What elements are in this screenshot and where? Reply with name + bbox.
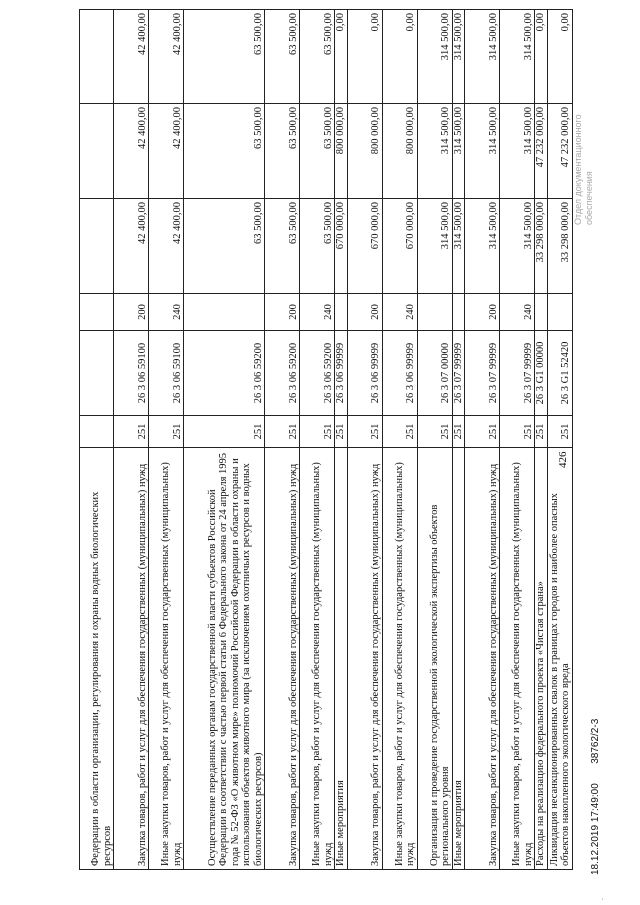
cell-grbs: 251 xyxy=(114,416,149,448)
cell-amount-year3 xyxy=(80,10,114,104)
cell-description: Иные закупки товаров, работ и услуг для обеспечения государственных (муниципальных) нужд xyxy=(382,448,417,870)
table-row xyxy=(547,10,572,870)
cell-expense-type: 240 xyxy=(382,294,417,331)
cell-amount-year2: 42 400,00 xyxy=(149,104,184,199)
cell-target-code: 26 3 06 59200 xyxy=(300,331,335,416)
cell-amount-year1 xyxy=(80,199,114,294)
cell-amount-year3: 63 500,00 xyxy=(300,10,335,104)
cell-amount-year2 xyxy=(80,104,114,199)
watermark-stamp xyxy=(573,114,595,225)
cell-amount-year1: 670 000,00 xyxy=(382,199,417,294)
cell-description: Организация и проведение государственной экологической экспертизы объектов регионального уровня xyxy=(417,448,452,870)
cell-amount-year1: 42 400,00 xyxy=(149,199,184,294)
table-row xyxy=(382,10,417,870)
table-row xyxy=(265,10,300,870)
cell-target-code: 26 3 06 99999 xyxy=(382,331,417,416)
cell-description: Ликвидация несанкционированных свалок в границах городов и наиболее опасных объектов накопленного экологического вреда xyxy=(547,448,572,870)
table-row xyxy=(417,10,452,870)
cell-amount-year2: 314 500,00 xyxy=(417,104,452,199)
cell-amount-year2: 314 500,00 xyxy=(500,104,535,199)
table-row xyxy=(535,10,548,870)
cell-target-code xyxy=(80,331,114,416)
cell-description: Осуществление переданных органам государственной власти субъектов Российской Федерации в соответствии с частью первой статьи 6 Федерального закона от 24 апреля 1995 года № 52-ФЗ «О животном мире» полномочий Российской Федерации в области охраны и использования объектов животного мира (за исключением охотничьих ресурсов и водных биологических ресурсов) xyxy=(184,448,265,870)
cell-expense-type: 200 xyxy=(114,294,149,331)
cell-target-code: 26 3 06 99999 xyxy=(335,331,348,416)
cell-amount-year1: 670 000,00 xyxy=(347,199,382,294)
cell-grbs: 251 xyxy=(184,416,265,448)
cell-target-code: 26 3 07 99999 xyxy=(465,331,500,416)
cell-grbs: 251 xyxy=(452,416,465,448)
cell-expense-type: 240 xyxy=(500,294,535,331)
cell-expense-type xyxy=(417,294,452,331)
cell-expense-type xyxy=(335,294,348,331)
cell-target-code: 26 3 07 99999 xyxy=(452,331,465,416)
cell-amount-year2: 47 232 000,00 xyxy=(535,104,548,199)
page-number: 426 xyxy=(557,451,569,468)
cell-amount-year3: 314 500,00 xyxy=(417,10,452,104)
cell-amount-year1: 314 500,00 xyxy=(465,199,500,294)
table-body xyxy=(80,10,573,870)
cell-amount-year1: 42 400,00 xyxy=(114,199,149,294)
cell-grbs: 251 xyxy=(149,416,184,448)
cell-amount-year2: 800 000,00 xyxy=(335,104,348,199)
cell-description: Иные закупки товаров, работ и услуг для обеспечения государственных (муниципальных) нужд xyxy=(300,448,335,870)
cell-amount-year3: 314 500,00 xyxy=(465,10,500,104)
cell-amount-year2: 314 500,00 xyxy=(452,104,465,199)
cell-amount-year2: 63 500,00 xyxy=(184,104,265,199)
table-row xyxy=(300,10,335,870)
cell-amount-year1: 314 500,00 xyxy=(500,199,535,294)
cell-description: Иные закупки товаров, работ и услуг для обеспечения государственных (муниципальных) нужд xyxy=(500,448,535,870)
table-row xyxy=(452,10,465,870)
cell-amount-year3: 0,00 xyxy=(347,10,382,104)
cell-amount-year2: 63 500,00 xyxy=(300,104,335,199)
cell-description: Иные мероприятия xyxy=(452,448,465,870)
table-row xyxy=(184,10,265,870)
cell-grbs: 251 xyxy=(465,416,500,448)
cell-amount-year3: 42 400,00 xyxy=(114,10,149,104)
cell-description: Закупка товаров, работ и услуг для обеспечения государственных (муниципальных) нужд xyxy=(265,448,300,870)
cell-amount-year1: 63 500,00 xyxy=(300,199,335,294)
footer-timestamp: 18.12.2019 17:49:00 xyxy=(590,783,601,875)
cell-amount-year2: 42 400,00 xyxy=(114,104,149,199)
cell-amount-year2: 47 232 000,00 xyxy=(547,104,572,199)
cell-expense-type: 240 xyxy=(300,294,335,331)
cell-grbs: 251 xyxy=(535,416,548,448)
cell-amount-year3: 0,00 xyxy=(382,10,417,104)
cell-description: Иные закупки товаров, работ и услуг для обеспечения государственных (муниципальных) нужд xyxy=(149,448,184,870)
table-row xyxy=(80,10,114,870)
cell-amount-year1: 33 298 000,00 xyxy=(535,199,548,294)
table-row xyxy=(347,10,382,870)
cell-description: Закупка товаров, работ и услуг для обеспечения государственных (муниципальных) нужд xyxy=(347,448,382,870)
table-row xyxy=(465,10,500,870)
cell-expense-type xyxy=(547,294,572,331)
cell-target-code: 26 3 07 00000 xyxy=(417,331,452,416)
cell-amount-year3: 314 500,00 xyxy=(452,10,465,104)
cell-target-code: 26 3 G1 52420 xyxy=(547,331,572,416)
footer-doc-number: 38762/2-3 xyxy=(590,718,601,764)
cell-target-code: 26 3 07 99999 xyxy=(500,331,535,416)
cell-amount-year3: 63 500,00 xyxy=(184,10,265,104)
cell-target-code: 26 3 06 59100 xyxy=(114,331,149,416)
cell-grbs: 251 xyxy=(347,416,382,448)
watermark-line-2: обеспечения xyxy=(584,171,594,225)
cell-target-code: 26 3 06 59200 xyxy=(184,331,265,416)
cell-expense-type xyxy=(80,294,114,331)
table-row xyxy=(149,10,184,870)
cell-expense-type: 200 xyxy=(265,294,300,331)
cell-amount-year3: 314 500,00 xyxy=(500,10,535,104)
table-row xyxy=(500,10,535,870)
cell-description: Закупка товаров, работ и услуг для обеспечения государственных (муниципальных) нужд xyxy=(114,448,149,870)
cell-target-code: 26 3 G1 00000 xyxy=(535,331,548,416)
cell-grbs: 251 xyxy=(382,416,417,448)
cell-amount-year2: 63 500,00 xyxy=(265,104,300,199)
cell-expense-type xyxy=(184,294,265,331)
watermark-line-1: Отдел документационного xyxy=(573,114,583,225)
budget-table xyxy=(79,9,573,870)
cell-expense-type xyxy=(452,294,465,331)
cell-grbs: 251 xyxy=(335,416,348,448)
table-row xyxy=(114,10,149,870)
cell-amount-year1: 33 298 000,00 xyxy=(547,199,572,294)
cell-amount-year1: 314 500,00 xyxy=(417,199,452,294)
cell-target-code: 26 3 06 59100 xyxy=(149,331,184,416)
cell-expense-type: 200 xyxy=(347,294,382,331)
cell-description: Иные мероприятия xyxy=(335,448,348,870)
cell-description: Федерации в области организации, регулирования и охраны водных биологических ресурсов xyxy=(80,448,114,870)
cell-grbs: 251 xyxy=(265,416,300,448)
cell-amount-year2: 800 000,00 xyxy=(382,104,417,199)
cell-amount-year1: 314 500,00 xyxy=(452,199,465,294)
cell-amount-year2: 314 500,00 xyxy=(465,104,500,199)
cell-amount-year1: 670 000,00 xyxy=(335,199,348,294)
footer-stamp xyxy=(590,719,601,875)
cell-amount-year3: 42 400,00 xyxy=(149,10,184,104)
cell-amount-year3: 63 500,00 xyxy=(265,10,300,104)
cell-target-code: 26 3 06 99999 xyxy=(347,331,382,416)
table-row xyxy=(335,10,348,870)
cell-amount-year2: 800 000,00 xyxy=(347,104,382,199)
footer-mark: . xyxy=(596,898,605,900)
cell-description: Закупка товаров, работ и услуг для обеспечения государственных (муниципальных) нужд xyxy=(465,448,500,870)
cell-grbs: 251 xyxy=(547,416,572,448)
cell-amount-year1: 63 500,00 xyxy=(184,199,265,294)
cell-amount-year3: 0,00 xyxy=(535,10,548,104)
cell-grbs xyxy=(80,416,114,448)
cell-description: Расходы на реализацию федерального проекта «Чистая страна» xyxy=(535,448,548,870)
cell-grbs: 251 xyxy=(500,416,535,448)
cell-amount-year3: 0,00 xyxy=(335,10,348,104)
cell-expense-type: 240 xyxy=(149,294,184,331)
cell-target-code: 26 3 06 59200 xyxy=(265,331,300,416)
cell-amount-year3: 0,00 xyxy=(547,10,572,104)
cell-amount-year1: 63 500,00 xyxy=(265,199,300,294)
cell-grbs: 251 xyxy=(417,416,452,448)
cell-grbs: 251 xyxy=(300,416,335,448)
cell-expense-type: 200 xyxy=(465,294,500,331)
cell-expense-type xyxy=(535,294,548,331)
